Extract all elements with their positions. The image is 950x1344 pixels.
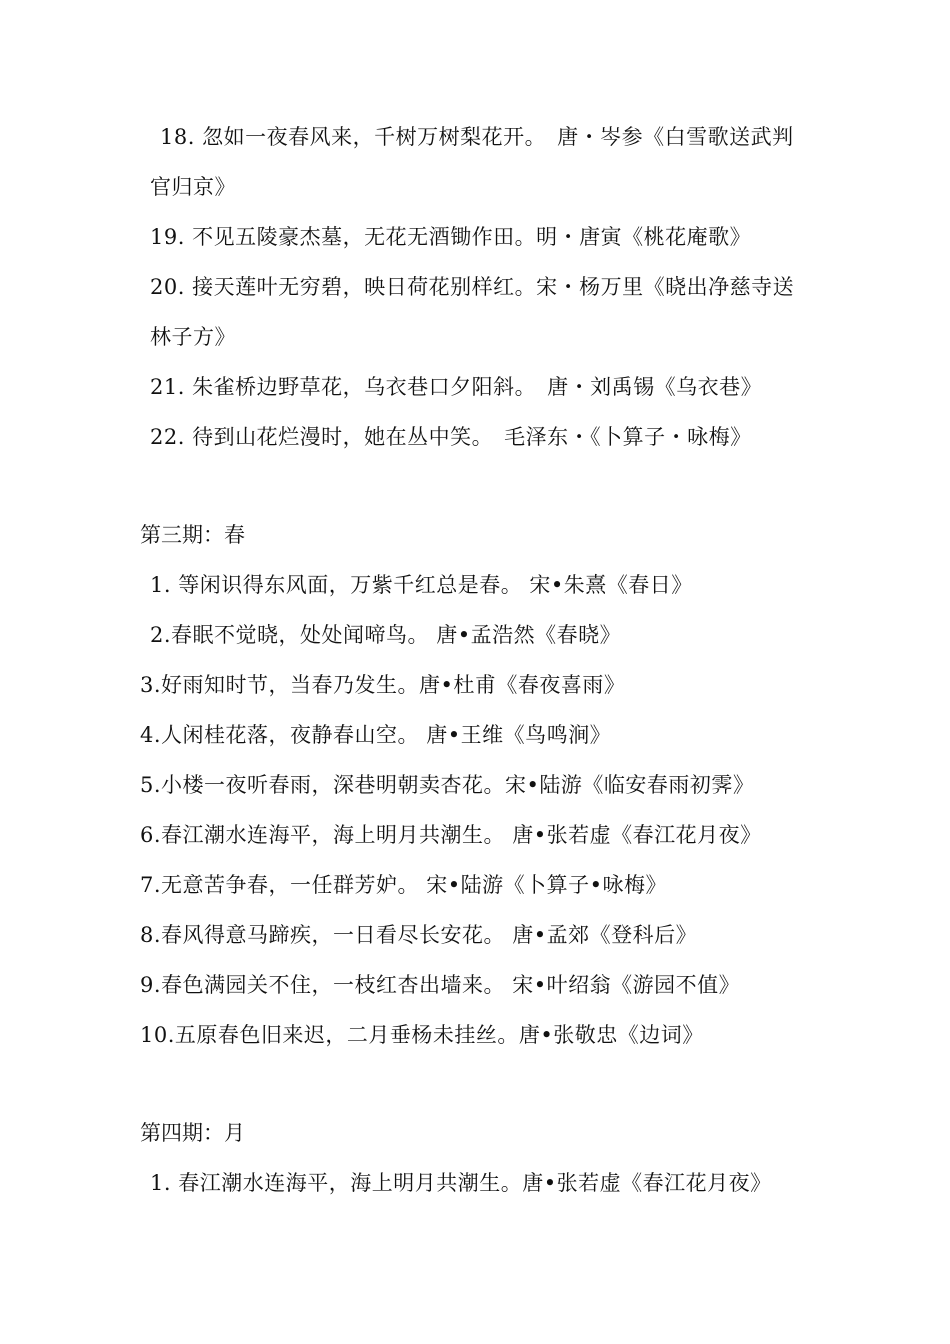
section-heading-spring: 第三期：春: [140, 523, 245, 547]
poem-line-22: 22. 待到山花烂漫时，她在丛中笑。 毛泽东・《卜算子・咏梅》: [150, 425, 752, 449]
spring-item-1: 1. 等闲识得东风面，万紫千红总是春。 宋•朱熹《春日》: [150, 573, 693, 597]
poem-line-21: 21. 朱雀桥边野草花，乌衣巷口夕阳斜。 唐・刘禹锡《乌衣巷》: [150, 375, 763, 399]
spring-item-3: 3.好雨知时节，当春乃发生。唐•杜甫《春夜喜雨》: [140, 673, 626, 697]
poem-line-20: 20. 接天莲叶无穷碧，映日荷花别样红。宋・杨万里《晓出净慈寺送: [150, 275, 795, 299]
spring-item-2: 2.春眠不觉晓，处处闻啼鸟。 唐•孟浩然《春晓》: [150, 623, 622, 647]
poem-line-18: 18. 忽如一夜春风来，千树万树梨花开。 唐・岑参《白雪歌送武判: [160, 125, 794, 149]
spring-item-7: 7.无意苦争春，一任群芳妒。 宋•陆游《卜算子•咏梅》: [140, 873, 667, 897]
section-heading-moon: 第四期：月: [140, 1121, 245, 1145]
poem-line-18-cont: 官归京》: [150, 175, 236, 199]
spring-item-8: 8.春风得意马蹄疾，一日看尽长安花。 唐•孟郊《登科后》: [140, 923, 698, 947]
spring-item-6: 6.春江潮水连海平，海上明月共潮生。 唐•张若虚《春江花月夜》: [140, 823, 762, 847]
spring-item-4: 4.人闲桂花落，夜静春山空。 唐•王维《鸟鸣涧》: [140, 723, 612, 747]
spring-item-5: 5.小楼一夜听春雨，深巷明朝卖杏花。宋•陆游《临安春雨初霁》: [140, 773, 755, 797]
spring-item-10: 10.五原春色旧来迟，二月垂杨未挂丝。唐•张敬忠《边词》: [140, 1023, 704, 1047]
moon-item-1: 1. 春江潮水连海平，海上明月共潮生。唐•张若虚《春江花月夜》: [150, 1171, 772, 1195]
poem-line-19: 19. 不见五陵豪杰墓，无花无酒锄作田。明・唐寅《桃花庵歌》: [150, 225, 752, 249]
poem-line-20-cont: 林子方》: [150, 325, 236, 349]
spring-item-9: 9.春色满园关不住，一枝红杏出墙来。 宋•叶绍翁《游园不值》: [140, 973, 741, 997]
